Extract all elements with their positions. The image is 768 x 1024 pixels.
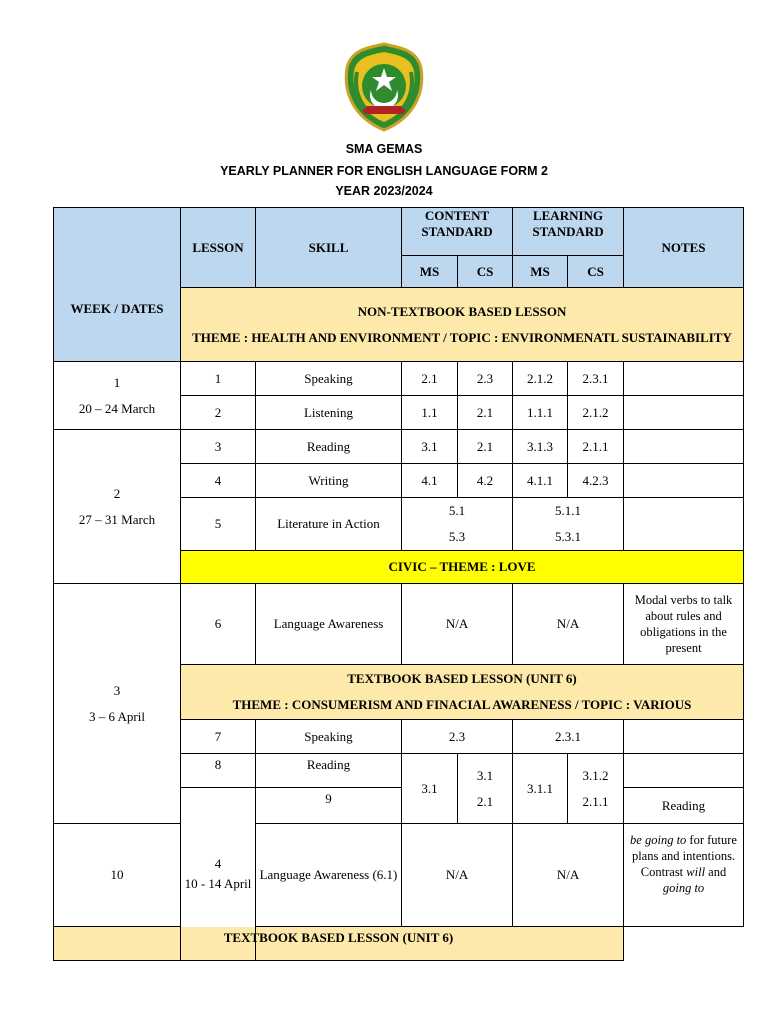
lesson-number: 1 (181, 362, 256, 396)
notes-cell (624, 754, 744, 788)
skill-cell: Language Awareness (256, 584, 402, 665)
skill-cell: Reading (624, 788, 744, 824)
learning-standard: 2.3.1 (513, 720, 624, 754)
notes-text: for future plans and intentions. Contrast (631, 833, 737, 879)
learning-cs (568, 754, 624, 824)
skill-cell: Speaking (256, 362, 402, 396)
week-cell (54, 430, 181, 584)
lesson-number: 7 (181, 720, 256, 754)
week-cell (54, 362, 181, 430)
lesson-number: 3 (181, 430, 256, 464)
content-ms: 1.1 (402, 396, 458, 430)
learning-ms: 4.1.1 (513, 464, 568, 498)
band-textbook-unit6: TEXTBOOK BASED LESSON (UNIT 6) (54, 927, 624, 961)
lesson-number: 4 (181, 464, 256, 498)
content-value: 3.1 (476, 767, 494, 783)
week-number: 4 (214, 856, 222, 871)
header-learning-standard: LEARNING STANDARD (513, 208, 624, 256)
notes-italic: going to (662, 881, 705, 895)
skill-cell: Writing (256, 464, 402, 498)
school-crest-logo (343, 42, 425, 132)
content-cs: 2.1 (458, 430, 513, 464)
learning-standard: N/A (513, 584, 624, 665)
header-week-dates: WEEK / DATES (54, 208, 181, 362)
lesson-number: 10 (54, 824, 181, 927)
content-standard: 2.3 (402, 720, 513, 754)
content-cs (458, 754, 513, 824)
lesson-number: 8 (181, 754, 256, 788)
learning-ms: 3.1.3 (513, 430, 568, 464)
week-number: 3 (113, 682, 121, 698)
header-learning-cs: CS (568, 256, 624, 288)
content-ms: 4.1 (402, 464, 458, 498)
content-standard: N/A (402, 584, 513, 665)
header-content-standard: CONTENT STANDARD (402, 208, 513, 256)
skill-cell: Speaking (256, 720, 402, 754)
week-cell (54, 584, 181, 824)
learning-standard: N/A (513, 824, 624, 927)
header-notes: NOTES (624, 208, 744, 288)
band-textbook (181, 665, 744, 720)
learning-value: 5.3.1 (555, 529, 582, 544)
notes-italic: will (686, 865, 706, 879)
band-theme: THEME : CONSUMERISM AND FINACIAL AWARENESS / TOPIC : VARIOUS (232, 697, 692, 712)
skill-cell: Reading (256, 430, 402, 464)
week-dates: 20 – 24 March (78, 400, 156, 416)
header-skill: SKILL (256, 208, 402, 288)
notes-cell (624, 498, 744, 551)
document-year: YEAR 2023/2024 (335, 184, 433, 198)
learning-value: 3.1.2 (582, 767, 609, 783)
content-cs: 2.3 (458, 362, 513, 396)
learning-ms: 1.1.1 (513, 396, 568, 430)
week-number: 2 (113, 485, 121, 501)
learning-cs: 2.1.1 (568, 430, 624, 464)
lesson-number: 6 (181, 584, 256, 665)
notes-cell (624, 824, 744, 927)
header-lesson: LESSON (181, 208, 256, 288)
notes-cell (624, 362, 744, 396)
week-dates: 3 – 6 April (89, 708, 145, 724)
lesson-number: 2 (181, 396, 256, 430)
notes-cell (624, 396, 744, 430)
learning-cs: 4.2.3 (568, 464, 624, 498)
header-content-cs: CS (458, 256, 513, 288)
skill-cell: Literature in Action (256, 498, 402, 551)
band-label: TEXTBOOK BASED LESSON (UNIT 6) (347, 671, 577, 686)
notes-cell (624, 430, 744, 464)
learning-cs: 2.1.2 (568, 396, 624, 430)
content-standard: N/A (402, 824, 513, 927)
band-label: NON-TEXTBOOK BASED LESSON (357, 303, 567, 319)
content-standard (402, 498, 513, 551)
lesson-number: 9 (256, 788, 402, 824)
content-value: 5.1 (448, 503, 466, 518)
notes-cell (624, 464, 744, 498)
learning-value: 2.1.1 (582, 793, 609, 809)
content-ms: 2.1 (402, 362, 458, 396)
header-learning-ms: MS (513, 256, 568, 288)
band-civic: CIVIC – THEME : LOVE (181, 551, 744, 584)
notes-cell (624, 720, 744, 754)
lesson-number: 5 (181, 498, 256, 551)
content-value: 2.1 (476, 793, 494, 809)
content-cs: 2.1 (458, 396, 513, 430)
learning-ms: 2.1.2 (513, 362, 568, 396)
notes-cell: Modal verbs to talk about rules and obligations in the present (624, 584, 744, 665)
header-content-ms: MS (402, 256, 458, 288)
learning-standard (513, 498, 624, 551)
school-name: SMA GEMAS (345, 142, 423, 156)
learning-cs: 2.3.1 (568, 362, 624, 396)
week-dates: 27 – 31 March (78, 511, 156, 527)
yearly-planner-table (53, 207, 744, 961)
content-cs: 4.2 (458, 464, 513, 498)
content-value: 5.3 (448, 529, 466, 544)
band-non-textbook (181, 288, 744, 362)
week-dates: 10 - 14 April (184, 876, 252, 891)
content-ms: 3.1 (402, 430, 458, 464)
week-number: 1 (113, 374, 121, 390)
content-ms: 3.1 (402, 754, 458, 824)
learning-ms: 3.1.1 (513, 754, 568, 824)
skill-cell: Listening (256, 396, 402, 430)
skill-cell: Language Awareness (6.1) (256, 824, 402, 927)
notes-text: and (705, 865, 727, 879)
notes-italic: be going to (630, 833, 687, 847)
document-title: YEARLY PLANNER FOR ENGLISH LANGUAGE FORM 2 (220, 164, 548, 178)
band-theme: THEME : HEALTH AND ENVIRONMENT / TOPIC : ENVIRONMENATL SUSTAINABILITY (192, 329, 732, 345)
learning-value: 5.1.1 (555, 503, 582, 518)
skill-cell: Reading (256, 754, 402, 788)
